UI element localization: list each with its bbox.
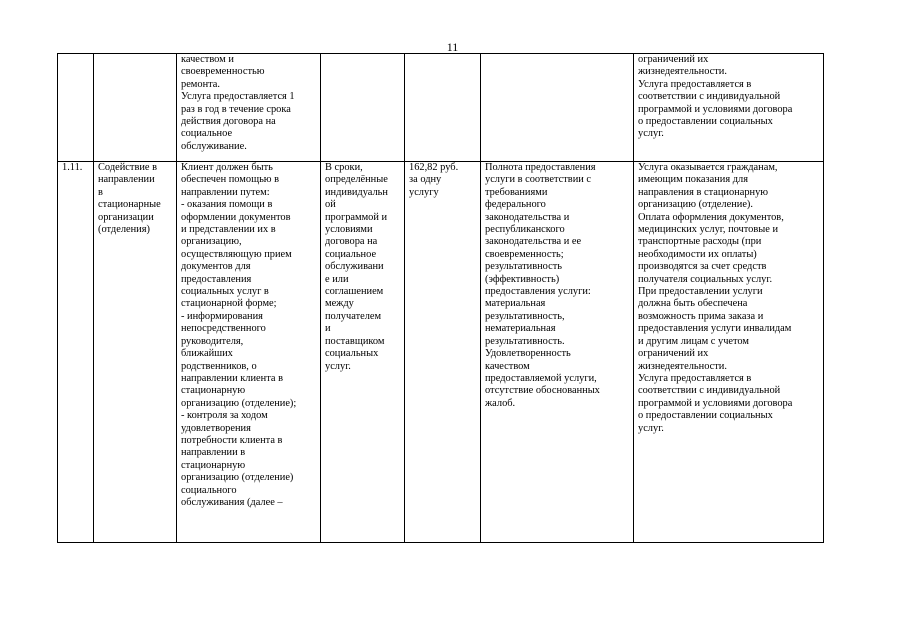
service-description-cell	[177, 54, 321, 162]
service-description-cell	[177, 162, 321, 543]
services-table	[57, 53, 824, 543]
service-price-cell	[405, 162, 481, 543]
table-row	[58, 162, 824, 543]
service-timing: В сроки, определённые индивидуальн ой программой и условиями договора на социальное обслуживани е или соглашением между получателем и поставщиком социальных услуг.	[325, 162, 388, 372]
service-name-cell	[94, 54, 177, 162]
service-quality: Полнота предоставления услуги в соответствии с требованиями федерального законодательства и республиканского законодательства и ее своевременность; результативность (эффективность) предоставления услуги: материальная результативность, нематериальная результативность. Удовлетворенность качеством предоставляемой услуги, отсутствие обоснованных жалоб.	[485, 162, 600, 409]
service-timing-cell	[321, 162, 405, 543]
service-description: Клиент должен быть обеспечен помощью в направлении путем: - оказания помощи в оформлении документов и представлении их в организацию, осуществляющую прием документов для предоставления социальных услуг в стационарной форме; - информирования непосредственного руководителя, ближайших родственников, о направлении клиента в стационарную организацию (отделение); - контроля за ходом удовлетворения потребности клиента в направлении в стационарную организацию (отделение) социального обслуживания (далее –	[181, 162, 297, 508]
service-conditions: ограничений их жизнедеятельности. Услуга предоставляется в соответствии с индивидуальной программой и условиями договора о предоставлении социальных услуг.	[638, 54, 793, 140]
row-number-cell	[58, 54, 94, 162]
service-conditions: Услуга оказывается гражданам, имеющим показания для направления в стационарную организацию (отделение). Оплата оформления документов, медицинских услуг, почтовые и транспортные расходы (при необходимости их оплаты) производятся за счет средств получателя социальных услуг. При предоставлении услуги должна быть обеспечена возможность прима заказа и предоставления услуги инвалидам и другим лицам с учетом ограничений их жизнедеятельности. Услуга предоставляется в соответствии с индивидуальной программой и условиями договора о предоставлении социальных услуг.	[638, 162, 793, 434]
row-number: 1.11.	[62, 162, 83, 173]
service-name-cell	[94, 162, 177, 543]
page-number: 11	[446, 40, 459, 54]
service-price-cell	[405, 54, 481, 162]
service-quality-cell	[481, 162, 634, 543]
service-price: 162,82 руб. за одну услугу	[409, 162, 459, 198]
row-number-cell	[58, 162, 94, 543]
service-name: Содействие в направлении в стационарные организации (отделения)	[98, 162, 161, 236]
table-row	[58, 54, 824, 162]
service-conditions-cell	[634, 54, 824, 162]
service-conditions-cell	[634, 162, 824, 543]
service-timing-cell	[321, 54, 405, 162]
service-quality-cell	[481, 54, 634, 162]
service-description: качеством и своевременностью ремонта. Услуга предоставляется 1 раз в год в течение срока действия договора на социальное обслуживание.	[181, 54, 295, 152]
